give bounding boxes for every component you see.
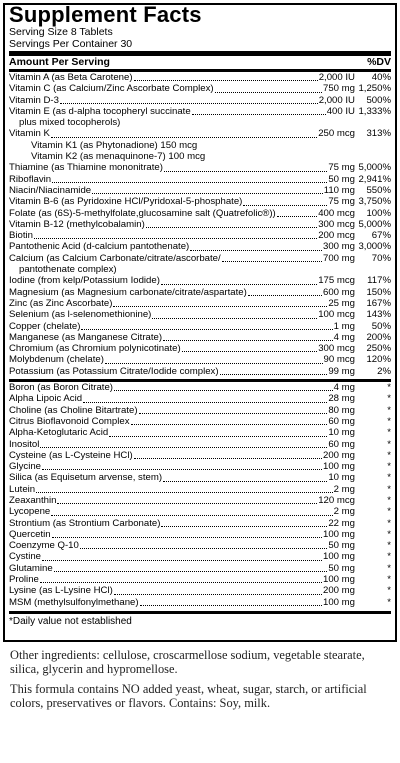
nutrient-dv: * bbox=[387, 483, 391, 495]
nutrient-dv: * bbox=[387, 574, 391, 586]
nutrient-amount: 90 mcg bbox=[323, 354, 355, 366]
nutrient-dv: * bbox=[387, 472, 391, 484]
nutrient-amount: 1 mg bbox=[333, 320, 355, 332]
other-ingredients: Other ingredients: cellulose, croscarmellose sodium, vegetable stearate, silica, glycerin and hypromellose. bbox=[10, 648, 365, 676]
nutrient-dv: * bbox=[387, 528, 391, 540]
nutrient-name: Riboflavin bbox=[9, 173, 52, 185]
dot-leader bbox=[190, 250, 322, 251]
nutrient-dv: 550% bbox=[366, 184, 391, 196]
nutrient-row bbox=[9, 597, 391, 608]
nutrient-amount: 400 mcg bbox=[318, 207, 355, 219]
nutrient-dv: 313% bbox=[366, 128, 391, 140]
vitamins-section bbox=[9, 72, 391, 275]
dot-leader bbox=[42, 469, 322, 470]
nutrient-amount: 50 mg bbox=[328, 562, 355, 574]
other-ingredients-section bbox=[9, 382, 391, 608]
nutrient-name: Manganese (as Manganese Citrate) bbox=[9, 331, 163, 343]
nutrient-amount: 50 mg bbox=[328, 173, 355, 185]
nutrient-dv: * bbox=[387, 494, 391, 506]
formula-statement: This formula contains NO added yeast, wheat, sugar, starch, or artificial colors, preservatives or flavors. Contains: Soy, milk. bbox=[10, 682, 367, 710]
nutrient-dv: 200% bbox=[366, 331, 391, 343]
nutrient-dv: * bbox=[387, 404, 391, 416]
nutrient-amount: 50 mg bbox=[328, 540, 355, 552]
vitamin-k2-line: Vitamin K2 (as menaquinone-7) 100 mcg bbox=[31, 151, 206, 163]
nutrient-row bbox=[9, 83, 391, 94]
nutrient-amount: 75 mg bbox=[328, 196, 355, 208]
nutrient-dv: 3,750% bbox=[358, 196, 391, 208]
dot-leader bbox=[248, 295, 322, 296]
dot-leader bbox=[109, 436, 327, 437]
dot-leader bbox=[134, 80, 318, 81]
nutrient-name: Selenium (as l-selenomethionine) bbox=[9, 309, 152, 321]
dot-leader bbox=[42, 560, 322, 561]
nutrient-dv: 70% bbox=[371, 252, 391, 264]
serving-size: Serving Size 8 Tablets bbox=[9, 26, 113, 38]
nutrient-dv: * bbox=[387, 449, 391, 461]
continuation-line: pantothenate complex) bbox=[19, 264, 117, 276]
nutrient-row bbox=[9, 287, 391, 298]
nutrient-name: Molybdenum (chelate) bbox=[9, 354, 104, 366]
nutrient-row bbox=[9, 253, 391, 264]
panel-title: Supplement Facts bbox=[9, 2, 202, 27]
nutrient-amount: 25 mg bbox=[328, 297, 355, 309]
nutrient-amount: 80 mg bbox=[328, 404, 355, 416]
nutrient-row bbox=[9, 95, 391, 106]
nutrient-amount: 300 mcg bbox=[318, 343, 355, 355]
nutrient-row bbox=[9, 298, 391, 309]
dot-leader bbox=[83, 402, 327, 403]
footnote-divider bbox=[9, 611, 391, 614]
nutrient-amount: 750 mg bbox=[323, 83, 355, 95]
nutrient-name: Copper (chelate) bbox=[9, 320, 81, 332]
nutrient-name: Silica (as Equisetum arvense, stem) bbox=[9, 472, 163, 484]
nutrient-row bbox=[9, 321, 391, 332]
nutrient-name: Pantothenic Acid (d-calcium pantothenate) bbox=[9, 241, 190, 253]
nutrient-dv: 40% bbox=[371, 72, 391, 83]
nutrient-name: Biotin bbox=[9, 230, 33, 242]
nutrient-name: MSM (methylsulfonylmethane) bbox=[9, 596, 139, 608]
dot-leader bbox=[54, 571, 328, 572]
dot-leader bbox=[161, 284, 317, 285]
vitamin-k1-line: Vitamin K1 (as Phytonadione) 150 mcg bbox=[31, 139, 198, 151]
nutrient-row bbox=[9, 343, 391, 354]
nutrient-row bbox=[9, 574, 391, 585]
nutrient-row bbox=[9, 275, 391, 286]
nutrient-amount: 700 mg bbox=[323, 252, 355, 264]
nutrient-amount: 200 mg bbox=[323, 449, 355, 461]
nutrient-name: Vitamin K bbox=[9, 128, 50, 140]
nutrient-row bbox=[9, 354, 391, 365]
nutrient-row bbox=[9, 366, 391, 377]
nutrient-dv: * bbox=[387, 438, 391, 450]
dot-leader bbox=[105, 363, 323, 364]
dot-leader bbox=[51, 515, 332, 516]
nutrient-row bbox=[9, 585, 391, 596]
nutrient-amount: 300 mg bbox=[323, 241, 355, 253]
column-header bbox=[9, 56, 391, 69]
dot-leader bbox=[34, 238, 317, 239]
nutrient-row bbox=[9, 551, 391, 562]
nutrient-amount: 28 mg bbox=[328, 393, 355, 405]
nutrient-row bbox=[9, 128, 391, 139]
nutrient-name: Vitamin D-3 bbox=[9, 94, 59, 106]
dot-leader bbox=[80, 548, 327, 549]
dot-leader bbox=[134, 458, 322, 459]
nutrient-amount: 300 mcg bbox=[318, 218, 355, 230]
nutrient-name: Boron (as Boron Citrate) bbox=[9, 382, 113, 394]
nutrient-amount: 100 mg bbox=[323, 596, 355, 608]
nutrient-dv: 120% bbox=[366, 354, 391, 366]
amount-header: Amount Per Serving bbox=[9, 56, 110, 68]
nutrient-row bbox=[9, 472, 391, 483]
nutrient-dv: 5,000% bbox=[358, 218, 391, 230]
footnote: *Daily value not established bbox=[9, 615, 132, 627]
nutrient-dv: 67% bbox=[371, 230, 391, 242]
nutrient-row bbox=[9, 174, 391, 185]
nutrient-dv: 1,333% bbox=[358, 105, 391, 117]
dot-leader bbox=[146, 227, 317, 228]
nutrient-dv: 143% bbox=[366, 309, 391, 321]
nutrient-amount: 10 mg bbox=[328, 472, 355, 484]
nutrient-row bbox=[9, 427, 391, 438]
nutrient-dv: * bbox=[387, 540, 391, 552]
nutrient-amount: 100 mg bbox=[323, 574, 355, 586]
nutrient-name: Glycine bbox=[9, 461, 41, 473]
nutrient-row bbox=[9, 405, 391, 416]
nutrient-name: Lysine (as L-Lysine HCl) bbox=[9, 585, 113, 597]
continuation-line: plus mixed tocopherols) bbox=[19, 117, 121, 129]
nutrient-dv: 2% bbox=[377, 365, 391, 377]
dot-leader bbox=[51, 137, 317, 138]
nutrient-name: Magnesium (as Magnesium carbonate/citrate/aspartate) bbox=[9, 286, 247, 298]
nutrient-row bbox=[9, 393, 391, 404]
nutrient-name: Inositol bbox=[9, 438, 40, 450]
nutrient-amount: 2,000 IU bbox=[318, 72, 355, 83]
nutrient-dv: 100% bbox=[366, 207, 391, 219]
nutrient-name: Calcium (as Calcium Carbonate/citrate/ascorbate/ bbox=[9, 252, 221, 264]
nutrient-dv: 50% bbox=[371, 320, 391, 332]
nutrient-amount: 120 mcg bbox=[318, 494, 355, 506]
nutrient-name: Iodine (from kelp/Potassium Iodide) bbox=[9, 275, 160, 287]
nutrient-dv: 500% bbox=[366, 94, 391, 106]
nutrient-name: Lycopene bbox=[9, 506, 51, 518]
nutrient-name: Vitamin B-12 (methylcobalamin) bbox=[9, 218, 145, 230]
nutrient-row bbox=[9, 439, 391, 450]
nutrient-amount: 100 mg bbox=[323, 461, 355, 473]
dot-leader bbox=[220, 374, 328, 375]
nutrient-name: Zinc (as Zinc Ascorbate) bbox=[9, 297, 113, 309]
nutrient-amount: 200 mcg bbox=[318, 230, 355, 242]
nutrient-dv: * bbox=[387, 517, 391, 529]
dot-leader bbox=[243, 205, 327, 206]
nutrient-name: Cystine bbox=[9, 551, 41, 563]
dot-leader bbox=[164, 171, 327, 172]
nutrient-name: Coenzyme Q-10 bbox=[9, 540, 79, 552]
nutrient-dv: 150% bbox=[366, 286, 391, 298]
dot-leader bbox=[192, 114, 326, 115]
dot-leader bbox=[222, 261, 322, 262]
nutrient-row bbox=[9, 529, 391, 540]
nutrient-dv: * bbox=[387, 551, 391, 563]
nutrient-name: Alpha-Ketoglutaric Acid bbox=[9, 427, 109, 439]
nutrient-row bbox=[9, 162, 391, 173]
nutrient-row bbox=[9, 461, 391, 472]
dot-leader bbox=[52, 182, 327, 183]
nutrient-amount: 75 mg bbox=[328, 162, 355, 174]
dot-leader bbox=[57, 503, 317, 504]
nutrient-name: Vitamin E (as d-alpha tocopheryl succinate bbox=[9, 105, 191, 117]
nutrient-row bbox=[9, 450, 391, 461]
nutrient-dv: * bbox=[387, 427, 391, 439]
nutrient-dv: 5,000% bbox=[358, 162, 391, 174]
nutrient-name: Niacin/Niacinamide bbox=[9, 184, 92, 196]
nutrient-dv: 167% bbox=[366, 297, 391, 309]
nutrient-dv: * bbox=[387, 415, 391, 427]
nutrient-name: Potassium (as Potassium Citrate/Iodide complex) bbox=[9, 365, 219, 377]
nutrient-name: Thiamine (as Thiamine mononitrate) bbox=[9, 162, 163, 174]
nutrient-amount: 2,000 IU bbox=[318, 94, 355, 106]
dot-leader bbox=[81, 329, 332, 330]
dot-leader bbox=[92, 193, 323, 194]
nutrient-name: Lutein bbox=[9, 483, 36, 495]
nutrient-name: Proline bbox=[9, 574, 39, 586]
nutrient-dv: * bbox=[387, 562, 391, 574]
nutrient-name: Cysteine (as L-Cysteine HCl) bbox=[9, 449, 133, 461]
nutrient-name: Vitamin C (as Calcium/Zinc Ascorbate Complex) bbox=[9, 83, 214, 95]
nutrient-dv: 117% bbox=[367, 275, 391, 287]
nutrient-row bbox=[9, 506, 391, 517]
nutrient-dv: * bbox=[387, 585, 391, 597]
minerals-section bbox=[9, 275, 391, 377]
nutrient-row bbox=[9, 484, 391, 495]
nutrient-name: Vitamin B-6 (as Pyridoxine HCl/Pyridoxal-5-phosphate) bbox=[9, 196, 243, 208]
dot-leader bbox=[113, 306, 327, 307]
nutrient-name: Citrus Bioflavonoid Complex bbox=[9, 415, 130, 427]
dot-leader bbox=[152, 318, 317, 319]
nutrient-name: Folate (as (6S)-5-methylfolate,glucosamine salt (Quatrefolic®)) bbox=[9, 207, 276, 219]
dot-leader bbox=[52, 537, 322, 538]
nutrient-dv: 1,250% bbox=[358, 83, 391, 95]
nutrient-amount: 100 mg bbox=[323, 528, 355, 540]
nutrient-row bbox=[9, 518, 391, 529]
nutrient-amount: 2 mg bbox=[333, 506, 355, 518]
nutrient-name: Choline (as Choline Bitartrate) bbox=[9, 404, 138, 416]
nutrient-row bbox=[9, 219, 391, 230]
nutrient-amount: 4 mg bbox=[333, 331, 355, 343]
nutrient-row bbox=[9, 332, 391, 343]
nutrient-name: Glutamine bbox=[9, 562, 53, 574]
nutrient-amount: 175 mcg bbox=[318, 275, 355, 287]
nutrient-row bbox=[9, 563, 391, 574]
nutrient-row bbox=[9, 309, 391, 320]
nutrient-name: Alpha Lipoic Acid bbox=[9, 393, 83, 405]
nutrient-amount: 110 mg bbox=[323, 184, 355, 196]
nutrient-row bbox=[9, 208, 391, 219]
nutrient-name: Chromium (as Chromium polynicotinate) bbox=[9, 343, 181, 355]
nutrient-dv: * bbox=[387, 393, 391, 405]
nutrient-amount: 600 mg bbox=[323, 286, 355, 298]
nutrient-row bbox=[9, 72, 391, 83]
nutrient-row bbox=[9, 416, 391, 427]
nutrient-amount: 22 mg bbox=[328, 517, 355, 529]
dot-leader bbox=[215, 92, 322, 93]
nutrient-name: Strontium (as Strontium Carbonate) bbox=[9, 517, 161, 529]
nutrient-dv: 3,000% bbox=[358, 241, 391, 253]
nutrient-row bbox=[9, 495, 391, 506]
nutrient-amount: 60 mg bbox=[328, 415, 355, 427]
nutrient-name: Quercetin bbox=[9, 528, 51, 540]
nutrient-amount: 99 mg bbox=[328, 365, 355, 377]
nutrient-amount: 4 mg bbox=[333, 382, 355, 394]
dot-leader bbox=[163, 340, 333, 341]
dot-leader bbox=[40, 582, 322, 583]
dot-leader bbox=[114, 594, 322, 595]
dot-leader bbox=[277, 216, 317, 217]
nutrient-row bbox=[9, 382, 391, 393]
dot-leader bbox=[139, 413, 328, 414]
dv-header: %DV bbox=[367, 56, 391, 68]
nutrient-row bbox=[9, 106, 391, 117]
nutrient-amount: 400 IU bbox=[326, 105, 355, 117]
dot-leader bbox=[60, 103, 318, 104]
servings-per-container: Servings Per Container 30 bbox=[9, 38, 133, 50]
nutrient-dv: * bbox=[387, 506, 391, 518]
nutrient-amount: 250 mcg bbox=[318, 128, 355, 140]
supplement-facts-panel bbox=[3, 3, 397, 642]
dot-leader bbox=[131, 424, 328, 425]
nutrient-amount: 100 mcg bbox=[318, 309, 355, 321]
nutrient-amount: 2 mg bbox=[333, 483, 355, 495]
nutrient-name: Vitamin A (as Beta Carotene) bbox=[9, 72, 133, 83]
nutrient-amount: 10 mg bbox=[328, 427, 355, 439]
nutrient-row bbox=[9, 540, 391, 551]
nutrient-row bbox=[9, 230, 391, 241]
dot-leader bbox=[36, 492, 333, 493]
nutrient-dv: * bbox=[387, 461, 391, 473]
nutrient-dv: 2,941% bbox=[358, 173, 391, 185]
dot-leader bbox=[182, 351, 318, 352]
nutrient-amount: 100 mg bbox=[323, 551, 355, 563]
nutrient-row bbox=[9, 185, 391, 196]
nutrient-row bbox=[9, 241, 391, 252]
nutrient-amount: 60 mg bbox=[328, 438, 355, 450]
nutrient-dv: 250% bbox=[366, 343, 391, 355]
nutrient-amount: 200 mg bbox=[323, 585, 355, 597]
nutrient-row bbox=[9, 196, 391, 207]
dot-leader bbox=[161, 526, 327, 527]
nutrient-dv: * bbox=[387, 596, 391, 608]
nutrient-dv: * bbox=[387, 382, 391, 394]
dot-leader bbox=[140, 605, 322, 606]
nutrient-name: Zeaxanthin bbox=[9, 494, 57, 506]
ingredients-text bbox=[10, 648, 394, 716]
dot-leader bbox=[163, 481, 327, 482]
dot-leader bbox=[114, 390, 333, 391]
dot-leader bbox=[40, 447, 327, 448]
